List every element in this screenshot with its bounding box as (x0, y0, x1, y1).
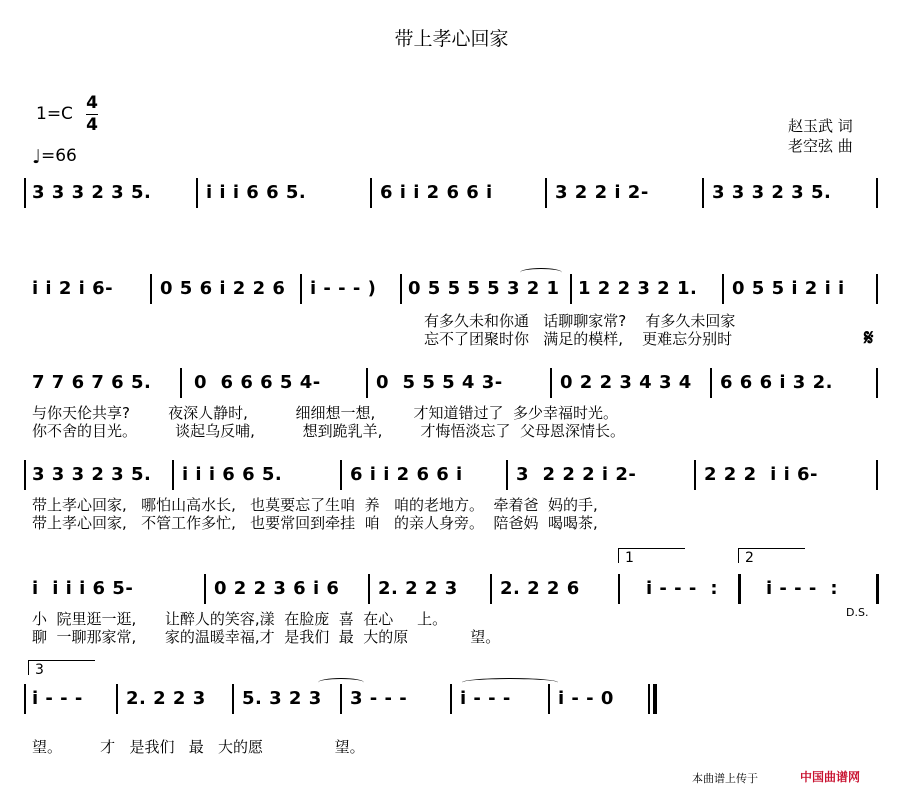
measure: 3 2 2 2 i 2- (516, 464, 637, 485)
measure: i - - - : (766, 578, 839, 599)
quarter-note-icon: ♩ (32, 146, 41, 168)
barline (876, 368, 878, 398)
lyrics-line: 带上孝心回家, 哪怕山高水长, 也莫要忘了生咱 养 咱的老地方。 牵着爸 妈的手, (32, 496, 598, 514)
time-signature (86, 94, 98, 135)
barline (24, 460, 26, 490)
barline (876, 274, 878, 304)
measure: 6 i i 2 6 6 i (350, 464, 463, 485)
volta-2: 2 (738, 548, 805, 563)
barline (196, 178, 198, 208)
credits (788, 116, 853, 156)
barline (300, 274, 302, 304)
lyrics-line: 忘不了团聚时你 满足的模样, 更难忘分别时 (424, 330, 733, 348)
barline (366, 368, 368, 398)
barline (876, 178, 878, 208)
slur (462, 678, 558, 687)
barline (490, 574, 492, 604)
final-barline-thin (648, 684, 650, 714)
measure: i - - - ) (310, 278, 377, 299)
barline (24, 684, 26, 714)
barline (722, 274, 724, 304)
meter-bottom: 4 (86, 115, 98, 135)
repeat-barline (876, 574, 879, 604)
measure: 7 7 6 7 6 5. (32, 372, 152, 393)
lyrics-line: 聊 一聊那家常, 家的温暖幸福,才 是我们 最 大的原 望。 (32, 628, 501, 646)
ds-mark: D.S. (846, 606, 869, 619)
measure: i i 2 i 6- (32, 278, 114, 299)
measure: 0 5 5 5 5 3 2 1 (408, 278, 560, 299)
page-title: 带上孝心回家 (394, 28, 509, 50)
tempo-value: =66 (40, 146, 77, 166)
measure: 2. 2 2 3 (378, 578, 458, 599)
barline (204, 574, 206, 604)
measure: 2. 2 2 6 (500, 578, 580, 599)
barline (340, 460, 342, 490)
lyricist: 赵玉武 词 (788, 117, 853, 135)
barline (450, 684, 452, 714)
measure: 0 2 2 3 6 i 6 (214, 578, 340, 599)
barline (368, 574, 370, 604)
barline (550, 368, 552, 398)
barline (172, 460, 174, 490)
measure: 2. 2 2 3 (126, 688, 206, 709)
barline (370, 178, 372, 208)
volta-1: 1 (618, 548, 685, 563)
barline (545, 178, 547, 208)
measure: 0 5 5 i 2 i i (732, 278, 845, 299)
measure: 0 2 2 3 4 3 4 (560, 372, 692, 393)
measure: 0 5 6 i 2 2 6 (160, 278, 286, 299)
lyrics-line: 有多久未和你通 话聊聊家常? 有多久未回家 (424, 312, 736, 330)
measure: 0 6 6 6 5 4- (194, 372, 321, 393)
lyrics-line: 与你天伦共享? 夜深人静时, 细细想一想, 才知道错过了 多少幸福时光。 (32, 404, 619, 422)
segno-icon: 𝄋 (864, 326, 874, 351)
barline (618, 574, 620, 604)
barline (232, 684, 234, 714)
measure: 6 6 6 i 3 2. (720, 372, 833, 393)
volta-3: 3 (28, 660, 95, 675)
measure: i - - - : (646, 578, 719, 599)
barline (24, 178, 26, 208)
barline (116, 684, 118, 714)
barline (570, 274, 572, 304)
measure: 2 2 2 i i 6- (704, 464, 819, 485)
tempo-mark (32, 146, 77, 168)
measure: i i i i 6 5- (32, 578, 134, 599)
barline (180, 368, 182, 398)
upload-note: 本曲谱上传于 (692, 772, 758, 785)
measure: 3 - - - (350, 688, 408, 709)
composer: 老空弦 曲 (788, 137, 853, 155)
barline (150, 274, 152, 304)
barline (340, 684, 342, 714)
barline (702, 178, 704, 208)
barline (400, 274, 402, 304)
barline (548, 684, 550, 714)
barline (506, 460, 508, 490)
meter-top: 4 (86, 93, 98, 113)
repeat-barline (738, 574, 741, 604)
measure: 3 2 2 i 2- (555, 182, 649, 203)
lyrics-line: 带上孝心回家, 不管工作多忙, 也要常回到牵挂 咱 的亲人身旁。 陪爸妈 喝喝茶, (32, 514, 598, 532)
measure: i - - - (32, 688, 83, 709)
measure: 1 2 2 3 2 1. (578, 278, 698, 299)
measure: i i i 6 6 5. (182, 464, 283, 485)
site-logo: 中国曲谱网 (800, 770, 861, 784)
measure: i - - - (460, 688, 511, 709)
measure: i i i 6 6 5. (206, 182, 307, 203)
barline (694, 460, 696, 490)
lyrics-line: 小 院里逛一逛, 让醉人的笑容,漾 在脸庞 喜 在心 上。 (32, 610, 448, 628)
lyrics-line: 你不舍的目光。 谈起乌反哺, 想到跪乳羊, 才悔悟淡忘了 父母恩深情长。 (32, 422, 626, 440)
measure: 6 i i 2 6 6 i (380, 182, 493, 203)
slur (520, 268, 562, 277)
measure: 3 3 3 2 3 5. (32, 182, 152, 203)
barline (710, 368, 712, 398)
measure: i - - 0 (558, 688, 614, 709)
final-barline-thick (653, 684, 657, 714)
measure: 5. 3 2 3 (242, 688, 322, 709)
measure: 0 5 5 5 4 3- (376, 372, 503, 393)
barline (876, 460, 878, 490)
lyrics-line: 望。 才 是我们 最 大的愿 望。 (32, 738, 365, 756)
measure: 3 3 3 2 3 5. (712, 182, 832, 203)
key-signature: 1=C (36, 104, 73, 124)
measure: 3 3 3 2 3 5. (32, 464, 152, 485)
